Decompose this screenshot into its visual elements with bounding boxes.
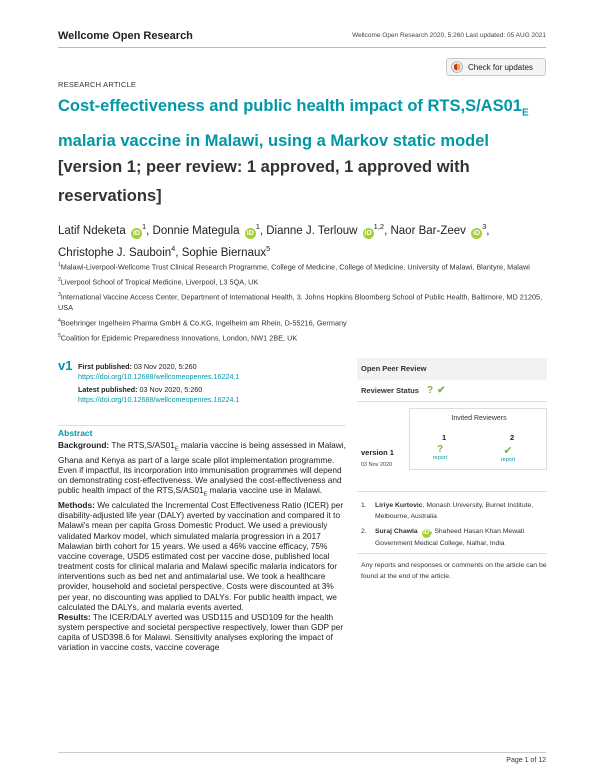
crossmark-icon [451,61,463,73]
question-icon: ? [436,444,444,455]
page-header [58,28,546,48]
reviewer-entry: 1. Liriye Kurtovic, Monash University, Burnet Institute, Melbourne, Australia [361,502,534,520]
affiliation: $^2$Liverpool School of Tropical Medicine, Liverpool, L3 5QA, UK [58,277,259,287]
article-title [58,92,548,156]
question-icon: ? [426,385,434,396]
author-name[interactable]: Latif Ndeketa [58,224,126,237]
reviewer-grid [357,402,547,492]
reviewer-status-row: Reviewer Status ? ✔ [357,380,547,402]
divider [58,752,546,753]
check-icon: ✔ [503,445,513,457]
author-name[interactable]: Christophe J. Sauboin [58,246,172,259]
version-peer-review-note: [version 1; peer review: 1 approved, 1 approved with reservations] [58,158,470,205]
reviewer-list [357,492,547,549]
affiliation: $^4$Boehringer Ingelheim Pharma GmbH & Co.KG, Ingelheim am Rhein, D-55216, Germany [58,318,347,328]
doi-link[interactable]: https://doi.org/10.12688/wellcomeopenres.16224.1 [78,372,240,381]
affiliation: $^5$Coalition for Epidemic Preparedness Innovations, London, NW1 2BE, UK [58,333,298,343]
affiliation: $^1$Malawi-Liverpool-Wellcome Trust Clinical Research Programme, College of Medicine, College of Medicine, University of Malawi, Blantyre, Malawi [58,262,530,272]
affiliation: $^3$International Vaccine Access Center, Department of International Health, 3. Johns Hopkins Bloomberg School of Public Health, Baltimore, MD 21205, USA [58,292,543,313]
author-name[interactable]: Dianne J. Terlouw [266,224,358,237]
article-type: RESEARCH ARTICLE [58,80,137,89]
open-peer-review-panel [357,358,547,582]
orcid-icon[interactable]: iD [364,229,372,237]
title-line-2: malaria vaccine in Malawi, using a Markov static model [58,132,489,151]
peer-review-heading: Open Peer Review [357,358,547,380]
orcid-icon[interactable]: iD [473,229,481,237]
affiliations [58,260,548,346]
author-name[interactable]: Sophie Biernaux [181,246,267,259]
author-name[interactable]: Naor Bar-Zeev [390,224,466,237]
reviewer-entry: 2. Suraj Chawla iD , Shaheed Hasan Khan Mewati Government Medical College, Nalhar, India [361,528,525,547]
divider [58,425,346,426]
title-line-1: Cost-effectiveness and public health impact of RTS,S/AS01 [58,97,522,115]
orcid-icon[interactable]: iD [246,229,254,237]
version-label: v1 [58,358,73,373]
publication-dates: First published: 03 Nov 2020, 5:260 https://doi.org/10.12688/wellcomeopenres.16224.1 Latest published: 03 Nov 2020, 5:260 https://doi.org/10.12688/wellcomeopenres.16224.1 [78,362,240,404]
report-link: report [500,457,516,463]
version-row-label: version 1 [361,448,394,457]
doi-link[interactable]: https://doi.org/10.12688/wellcomeopenres.16224.1 [78,395,240,404]
citation-line: Wellcome Open Research 2020, 5:260 Last updated: 05 AUG 2021 [352,32,546,39]
peer-review-note: Any reports and responses or comments on the article can be found at the end of the article. [357,553,547,582]
report-1[interactable] [425,444,455,461]
orcid-icon[interactable]: iD [423,530,430,536]
report-link: report [432,455,448,461]
abstract-heading: Abstract [58,428,93,438]
check-for-updates-button[interactable] [446,58,546,76]
check-for-updates-label: Check for updates [468,62,533,72]
version-row-date: 03 Nov 2020 [361,462,393,468]
invited-reviewers-box: Invited Reviewers 1 2 [409,408,547,470]
check-icon: ✔ [437,385,446,396]
orcid-icon[interactable]: iD [132,229,140,237]
page-number: Page 1 of 12 [506,757,546,764]
journal-name[interactable]: Wellcome Open Research [58,30,193,42]
author-name[interactable]: Donnie Mategula [152,224,240,237]
author-list: Latif Ndeketa $iD^1$, Donnie Mategula $iD^1$, Dianne J. Terlouw iD$^{1,2}$, Naor Bar-Zeev $iD^3$, Christophe J. Sauboin$^4$, Sophie Biernaux$^5$ [58,222,490,259]
report-2[interactable] [493,444,523,463]
title-subscript: E [521,107,529,119]
abstract-body: Background: The $RTS,S/AS01_E$ malaria vaccine is being assessed in Malawi, Ghana and Kenya as part of a large scale pilot implementation programme. Even if impactful, its incorporation into immunisation programmes will depend on demonstrating cost-effectiveness. We analysed the cost-effectiveness and public health impact of the $RTS,S/AS01_E$ malaria vaccine use in Malawi. Methods: We calculated the Incremental Cost Effectiveness Ratio (ICER) per disability-adjusted life year (DALY) averted by vaccination and compared it to Malawi's mean per capita Gross Domestic Product. We used a previously validated Markov model, which simulated malaria progression in a 2017 Malawian birth cohort for 15 years. We used a 46% vaccine efficacy, 75% vaccine coverage, USD5 estimated cost per vaccine dose, published local treatment costs for clinical malaria and Malawi specific malaria indicators for interventions such as bed net and antimalarial use. We took a healthcare provider, household and societal perspective. Costs were discounted at 3% per year, no discounting was applied to DALYs. For public health impact, we calculated the DALYs, and malaria events averted. Results: The ICER/DALY averted was USD115 and USD109 for the health system perspective and societal perspective respectively, lower than GDP per capita of USD398.6 for Malawi. Sensitivity analyses exploring the impact of variation in vaccine costs, vaccine coverage [58,440,346,653]
